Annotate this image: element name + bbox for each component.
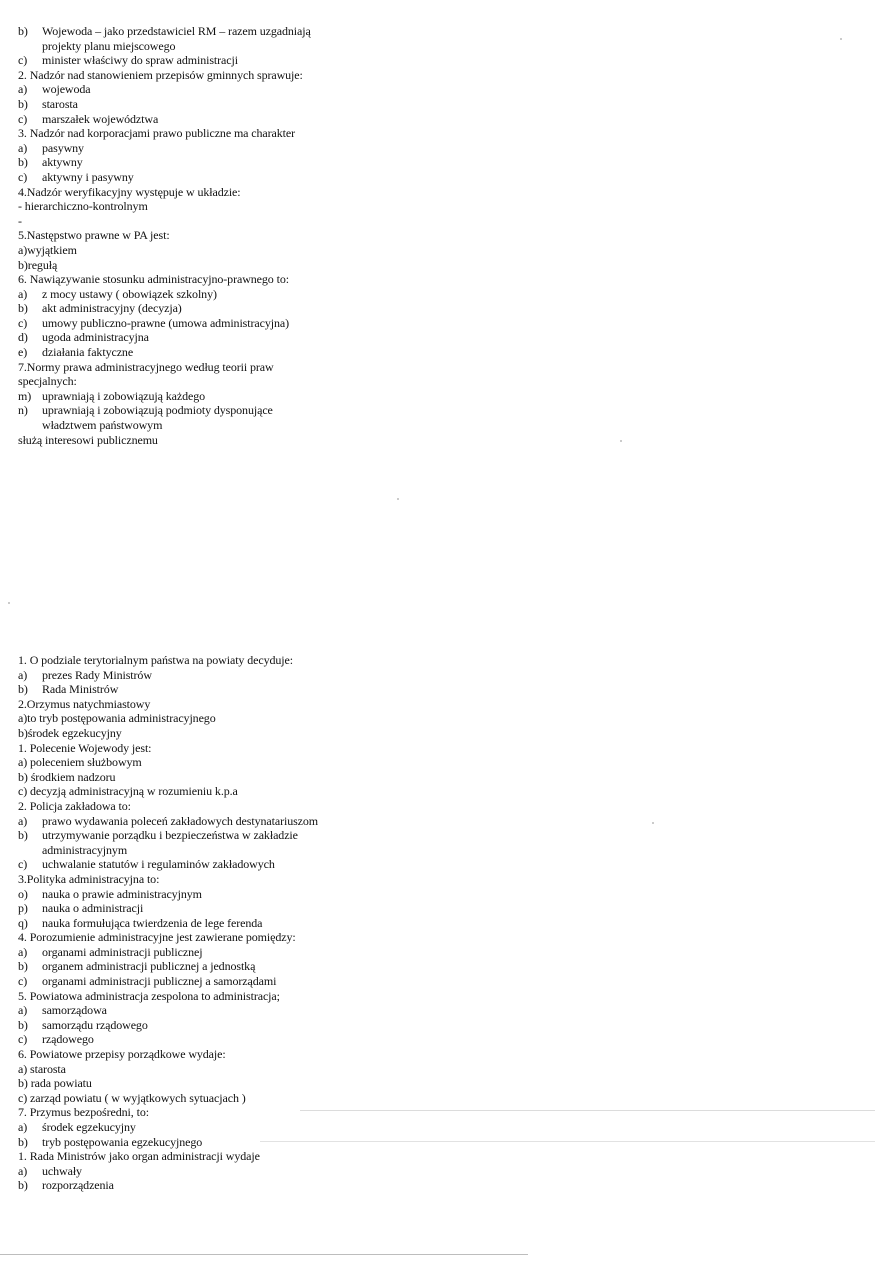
option-label: e) — [18, 345, 28, 360]
answer-option — [18, 1178, 378, 1193]
line-text: prawo wydawania poleceń zakładowych destynatariuszom — [42, 813, 319, 828]
line-text: - — [18, 213, 22, 228]
option-label: c) — [18, 315, 28, 330]
answer-option — [18, 1018, 378, 1033]
answer-option — [18, 316, 378, 331]
option-label: a) — [18, 140, 28, 155]
text-line — [18, 433, 378, 448]
text-line — [18, 272, 378, 287]
text-line — [18, 126, 378, 141]
scan-artifact-line — [0, 1254, 528, 1255]
line-text: nauka o prawie administracyjnym — [42, 886, 202, 901]
option-label: b) — [18, 96, 28, 111]
scan-speck — [397, 498, 399, 500]
option-label: m) — [18, 388, 32, 403]
text-line — [18, 711, 378, 726]
line-text: samorządu rządowego — [42, 1017, 148, 1032]
text-line — [18, 214, 378, 229]
scan-speck — [652, 822, 654, 824]
line-text: organami administracji publicznej a samorządami — [42, 974, 277, 989]
line-text: a) poleceniem służbowym — [18, 755, 142, 770]
text-line — [18, 243, 378, 258]
answer-option — [18, 112, 378, 127]
line-text: 6. Powiatowe przepisy porządkowe wydaje: — [18, 1047, 226, 1062]
line-text: samorządowa — [42, 1003, 107, 1018]
answer-option — [18, 389, 378, 404]
answer-option — [18, 1120, 378, 1135]
text-line — [18, 697, 378, 712]
answer-option — [18, 141, 378, 156]
line-text: utrzymywanie porządku i bezpieczeństwa w zakładzie — [42, 828, 298, 843]
text-line — [18, 68, 378, 83]
text-line — [18, 989, 378, 1004]
line-text: c) decyzją administracyjną w rozumieniu k.p.a — [18, 784, 238, 799]
answer-option — [18, 24, 378, 39]
line-text: uprawniają i zobowiązują podmioty dysponujące — [42, 403, 273, 418]
line-text: ugoda administracyjna — [42, 330, 149, 345]
line-text: 5.Następstwo prawne w PA jest: — [18, 228, 170, 243]
option-label: o) — [18, 886, 28, 901]
answer-option — [18, 668, 378, 683]
line-text: b) środkiem nadzoru — [18, 769, 116, 784]
scan-artifact-line — [300, 1110, 875, 1111]
option-label: a) — [18, 286, 28, 301]
answer-option — [18, 82, 378, 97]
line-text: 3. Nadzór nad korporacjami prawo publiczne ma charakter — [18, 126, 296, 141]
text-line — [18, 258, 378, 273]
text-line — [18, 199, 378, 214]
option-label: c) — [18, 169, 28, 184]
option-label: c) — [18, 111, 28, 126]
line-text: 2.Orzymus natychmiastowy — [18, 696, 151, 711]
answer-option — [18, 330, 378, 345]
text-line — [18, 360, 378, 375]
text-line — [18, 418, 378, 433]
line-text: - hierarchiczno-kontrolnym — [18, 199, 148, 214]
line-text: Rada Ministrów — [42, 682, 119, 697]
option-label: a) — [18, 1163, 28, 1178]
text-line — [18, 1091, 378, 1106]
scan-artifact-line — [260, 1141, 875, 1142]
scan-speck — [840, 38, 842, 40]
option-label: n) — [18, 403, 28, 418]
line-text: 4.Nadzór weryfikacyjny występuje w układzie: — [18, 184, 241, 199]
answer-option — [18, 53, 378, 68]
option-label: b) — [18, 1017, 28, 1032]
answer-option — [18, 287, 378, 302]
line-text: specjalnych: — [18, 374, 77, 389]
text-line — [18, 1149, 378, 1164]
text-line — [18, 843, 378, 858]
option-label: b) — [18, 682, 28, 697]
answer-option — [18, 682, 378, 697]
line-text: b)środek egzekucyjny — [18, 725, 122, 740]
text-line — [18, 228, 378, 243]
option-label: b) — [18, 24, 28, 38]
answer-option — [18, 887, 378, 902]
option-label: b) — [18, 828, 28, 843]
answer-option — [18, 828, 378, 843]
line-text: b)regułą — [18, 257, 58, 272]
answer-option — [18, 97, 378, 112]
option-label: d) — [18, 330, 28, 345]
option-label: a) — [18, 1003, 28, 1018]
answer-option — [18, 814, 378, 829]
line-text: 2. Policja zakładowa to: — [18, 798, 131, 813]
line-text: aktywny — [42, 155, 83, 170]
line-text: a)wyjątkiem — [18, 242, 77, 257]
line-text: c) zarząd powiatu ( w wyjątkowych sytuacjach ) — [18, 1090, 246, 1105]
line-text: 2. Nadzór nad stanowieniem przepisów gminnych sprawuje: — [18, 67, 303, 82]
answer-option — [18, 916, 378, 931]
line-text: uprawniają i zobowiązują każdego — [42, 388, 206, 403]
line-text: 1. O podziale terytorialnym państwa na powiaty decyduje: — [18, 653, 293, 667]
option-label: c) — [18, 53, 28, 68]
answer-option — [18, 1003, 378, 1018]
scan-speck — [8, 602, 10, 604]
line-text: nauka o administracji — [42, 901, 144, 916]
line-text: władztwem państwowym — [42, 418, 163, 433]
answer-option — [18, 1032, 378, 1047]
line-text: akt administracyjny (decyzja) — [42, 301, 182, 316]
line-text: organem administracji publicznej a jednostką — [42, 959, 256, 974]
answer-option — [18, 974, 378, 989]
answer-option — [18, 1164, 378, 1179]
option-label: c) — [18, 857, 28, 872]
line-text: starosta — [42, 96, 78, 111]
answer-option — [18, 155, 378, 170]
line-text: z mocy ustawy ( obowiązek szkolny) — [42, 286, 217, 301]
line-text: Wojewoda – jako przedstawiciel RM – razem uzgadniają — [42, 24, 311, 38]
option-label: a) — [18, 813, 28, 828]
text-line — [18, 1047, 378, 1062]
answer-option — [18, 959, 378, 974]
line-text: pasywny — [42, 140, 84, 155]
line-text: b) rada powiatu — [18, 1076, 92, 1091]
option-label: b) — [18, 1178, 28, 1193]
text-line — [18, 799, 378, 814]
line-text: 7. Przymus bezpośredni, to: — [18, 1105, 149, 1120]
line-text: 6. Nawiązywanie stosunku administracyjno-prawnego to: — [18, 272, 289, 287]
option-label: q) — [18, 915, 28, 930]
text-line — [18, 872, 378, 887]
text-line — [18, 1076, 378, 1091]
line-text: uchwały — [42, 1163, 82, 1178]
line-text: 1. Polecenie Wojewody jest: — [18, 740, 152, 755]
line-text: nauka formułująca twierdzenia de lege ferenda — [42, 915, 263, 930]
line-text: aktywny i pasywny — [42, 169, 134, 184]
text-line — [18, 39, 378, 54]
option-label: b) — [18, 301, 28, 316]
line-text: służą interesowi publicznemu — [18, 432, 158, 447]
line-text: 1. Rada Ministrów jako organ administracji wydaje — [18, 1149, 260, 1164]
section-bottom-notes — [18, 653, 378, 1193]
line-text: a) starosta — [18, 1061, 66, 1076]
option-label: b) — [18, 155, 28, 170]
text-line — [18, 1105, 378, 1120]
option-label: p) — [18, 901, 28, 916]
line-text: 4. Porozumienie administracyjne jest zawierane pomiędzy: — [18, 930, 296, 945]
text-line — [18, 930, 378, 945]
option-label: a) — [18, 667, 28, 682]
text-line — [18, 755, 378, 770]
line-text: marszałek województwa — [42, 111, 159, 126]
option-label: a) — [18, 944, 28, 959]
answer-option — [18, 945, 378, 960]
text-line — [18, 374, 378, 389]
line-text: 7.Normy prawa administracyjnego według teorii praw — [18, 359, 274, 374]
text-line — [18, 1062, 378, 1077]
line-text: administracyjnym — [42, 842, 128, 857]
line-text: 5. Powiatowa administracja zespolona to administracja; — [18, 988, 280, 1003]
text-line — [18, 726, 378, 741]
line-text: uchwalanie statutów i regulaminów zakładowych — [42, 857, 275, 872]
line-text: a)to tryb postępowania administracyjnego — [18, 711, 216, 726]
line-text: rządowego — [42, 1032, 94, 1047]
line-text: działania faktyczne — [42, 345, 134, 360]
line-text: minister właściwy do spraw administracji — [42, 53, 238, 68]
answer-option — [18, 857, 378, 872]
option-label: c) — [18, 974, 28, 989]
line-text: środek egzekucyjny — [42, 1120, 136, 1134]
answer-option — [18, 345, 378, 360]
line-text: rozporządzenia — [42, 1178, 114, 1193]
line-text: umowy publiczno-prawne (umowa administracyjna) — [42, 315, 289, 330]
option-label: a) — [18, 1120, 28, 1134]
section-top-notes — [18, 24, 378, 447]
answer-option — [18, 301, 378, 316]
line-text: 3.Polityka administracyjna to: — [18, 871, 160, 886]
text-line — [18, 653, 378, 668]
answer-option — [18, 901, 378, 916]
line-text: projekty planu miejscowego — [42, 38, 176, 53]
option-label: b) — [18, 959, 28, 974]
option-label: a) — [18, 82, 28, 97]
option-label: b) — [18, 1134, 28, 1149]
line-text: organami administracji publicznej — [42, 944, 203, 959]
option-label: c) — [18, 1032, 28, 1047]
answer-option — [18, 403, 378, 418]
text-line — [18, 770, 378, 785]
text-line — [18, 185, 378, 200]
line-text: tryb postępowania egzekucyjnego — [42, 1134, 203, 1149]
answer-option — [18, 170, 378, 185]
line-text: wojewoda — [42, 82, 91, 97]
scan-speck — [620, 440, 622, 442]
line-text: prezes Rady Ministrów — [42, 667, 152, 682]
text-line — [18, 741, 378, 756]
text-line — [18, 784, 378, 799]
